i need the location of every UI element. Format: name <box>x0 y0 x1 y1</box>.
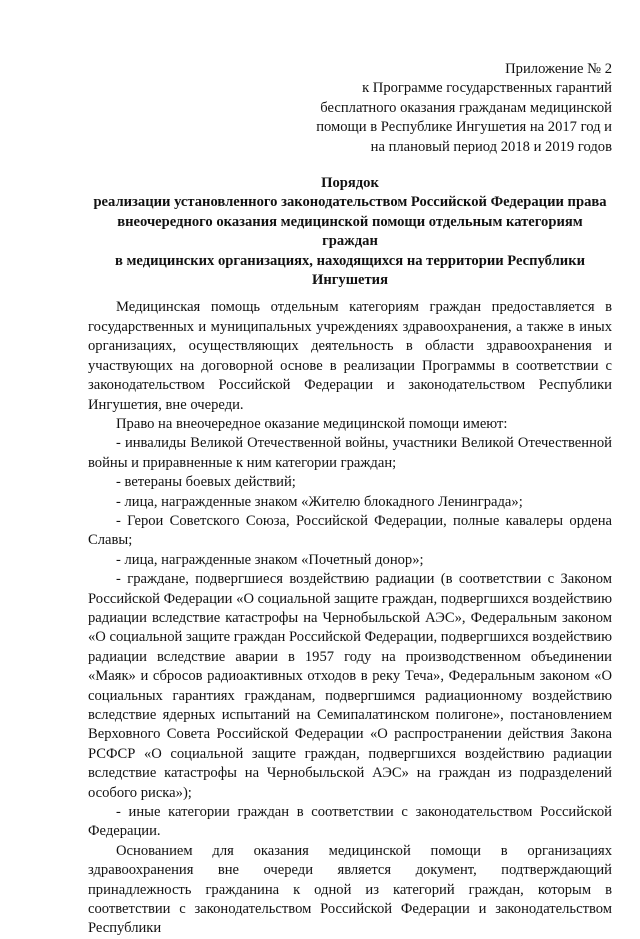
title-line-5: Ингушетия <box>312 272 388 289</box>
list-item-heroes: - Герои Советского Союза, Российской Федерации, полные кавалеры ордена Славы; <box>88 512 612 549</box>
list-item-donors: - лица, награжденные знаком «Почетный донор»; <box>116 551 424 568</box>
appendix-line-3: бесплатного оказания гражданам медицинской <box>320 99 612 116</box>
document-body <box>88 298 612 938</box>
list-item-other: - иные категории граждан в соответствии с законодательством Российской Федерации. <box>88 804 612 840</box>
appendix-line-2: к Программе государственных гарантий <box>362 80 612 97</box>
paragraph-intro: Медицинская помощь отдельным категориям граждан предоставляется в государственных и муниципальных учреждениях здравоохранения, а также в иных организациях, осуществляющих деятельность в области здравоохранения и участвующих на договорной основе в реализации Программы в соответствии с законодательством Российской Федерации и законодательством Республики Ингушетия, вне очереди. <box>88 299 612 413</box>
list-item-invalids: - инвалиды Великой Отечественной войны, участники Великой Отечественной войны и приравненные к ним категории граждан; <box>88 435 612 471</box>
appendix-line-5: на плановый период 2018 и 2019 годов <box>370 138 612 155</box>
title-line-4: в медицинских организациях, находящихся на территории Республики <box>114 252 586 269</box>
document-page <box>88 60 612 939</box>
title-line-1: Порядок <box>321 175 379 192</box>
appendix-line-4: помощи в Республике Ингушетия на 2017 год и <box>316 119 612 136</box>
appendix-header <box>88 60 612 157</box>
title-line-2: реализации установленного законодательством Российской Федерации права <box>93 194 607 211</box>
paragraph-rights: Право на внеочередное оказание медицинской помощи имеют: <box>116 415 508 432</box>
list-item-leningrad: - лица, награжденные знаком «Жителю блокадного Ленинграда»; <box>116 493 523 510</box>
document-title <box>88 174 612 290</box>
list-item-radiation: - граждане, подвергшиеся воздействию радиации (в соответствии с Законом Российской Федерации «О социальной защите граждан, подвергшихся воздействию радиации вследствие катастрофы на Чернобыльской АЭС», Федеральным законом «О социальной защите граждан Российской Федерации, подвергшихся воздействию радиации вследствие аварии в 1957 году на производственном объединении «Маяк» и сбросов радиоактивных отходов в реку Теча», Федеральным законом «О социальных гарантиях гражданам, подвергшимся радиационному воздействию вследствие ядерных испытаний на Семипалатинском полигоне», постановлением Верховного Совета Российской Федерации «О распространении действия Закона РСФСР «О социальной защите граждан, подвергшихся воздействию радиации вследствие катастрофы на Чернобыльской АЭС» на граждан из подразделений особого риска»); <box>88 571 612 801</box>
paragraph-basis: Основанием для оказания медицинской помощи в организациях здравоохранения вне очереди является документ, подтверждающий принадлежность гражданина к одной из категорий граждан, которым в соответствии с законодательством Российской Федерации и законодательством Республики <box>88 842 612 937</box>
title-line-3: внеочередного оказания медицинской помощи отдельным категориям граждан <box>117 213 583 250</box>
list-item-veterans: - ветераны боевых действий; <box>116 474 296 491</box>
appendix-line-1: Приложение № 2 <box>505 61 612 77</box>
